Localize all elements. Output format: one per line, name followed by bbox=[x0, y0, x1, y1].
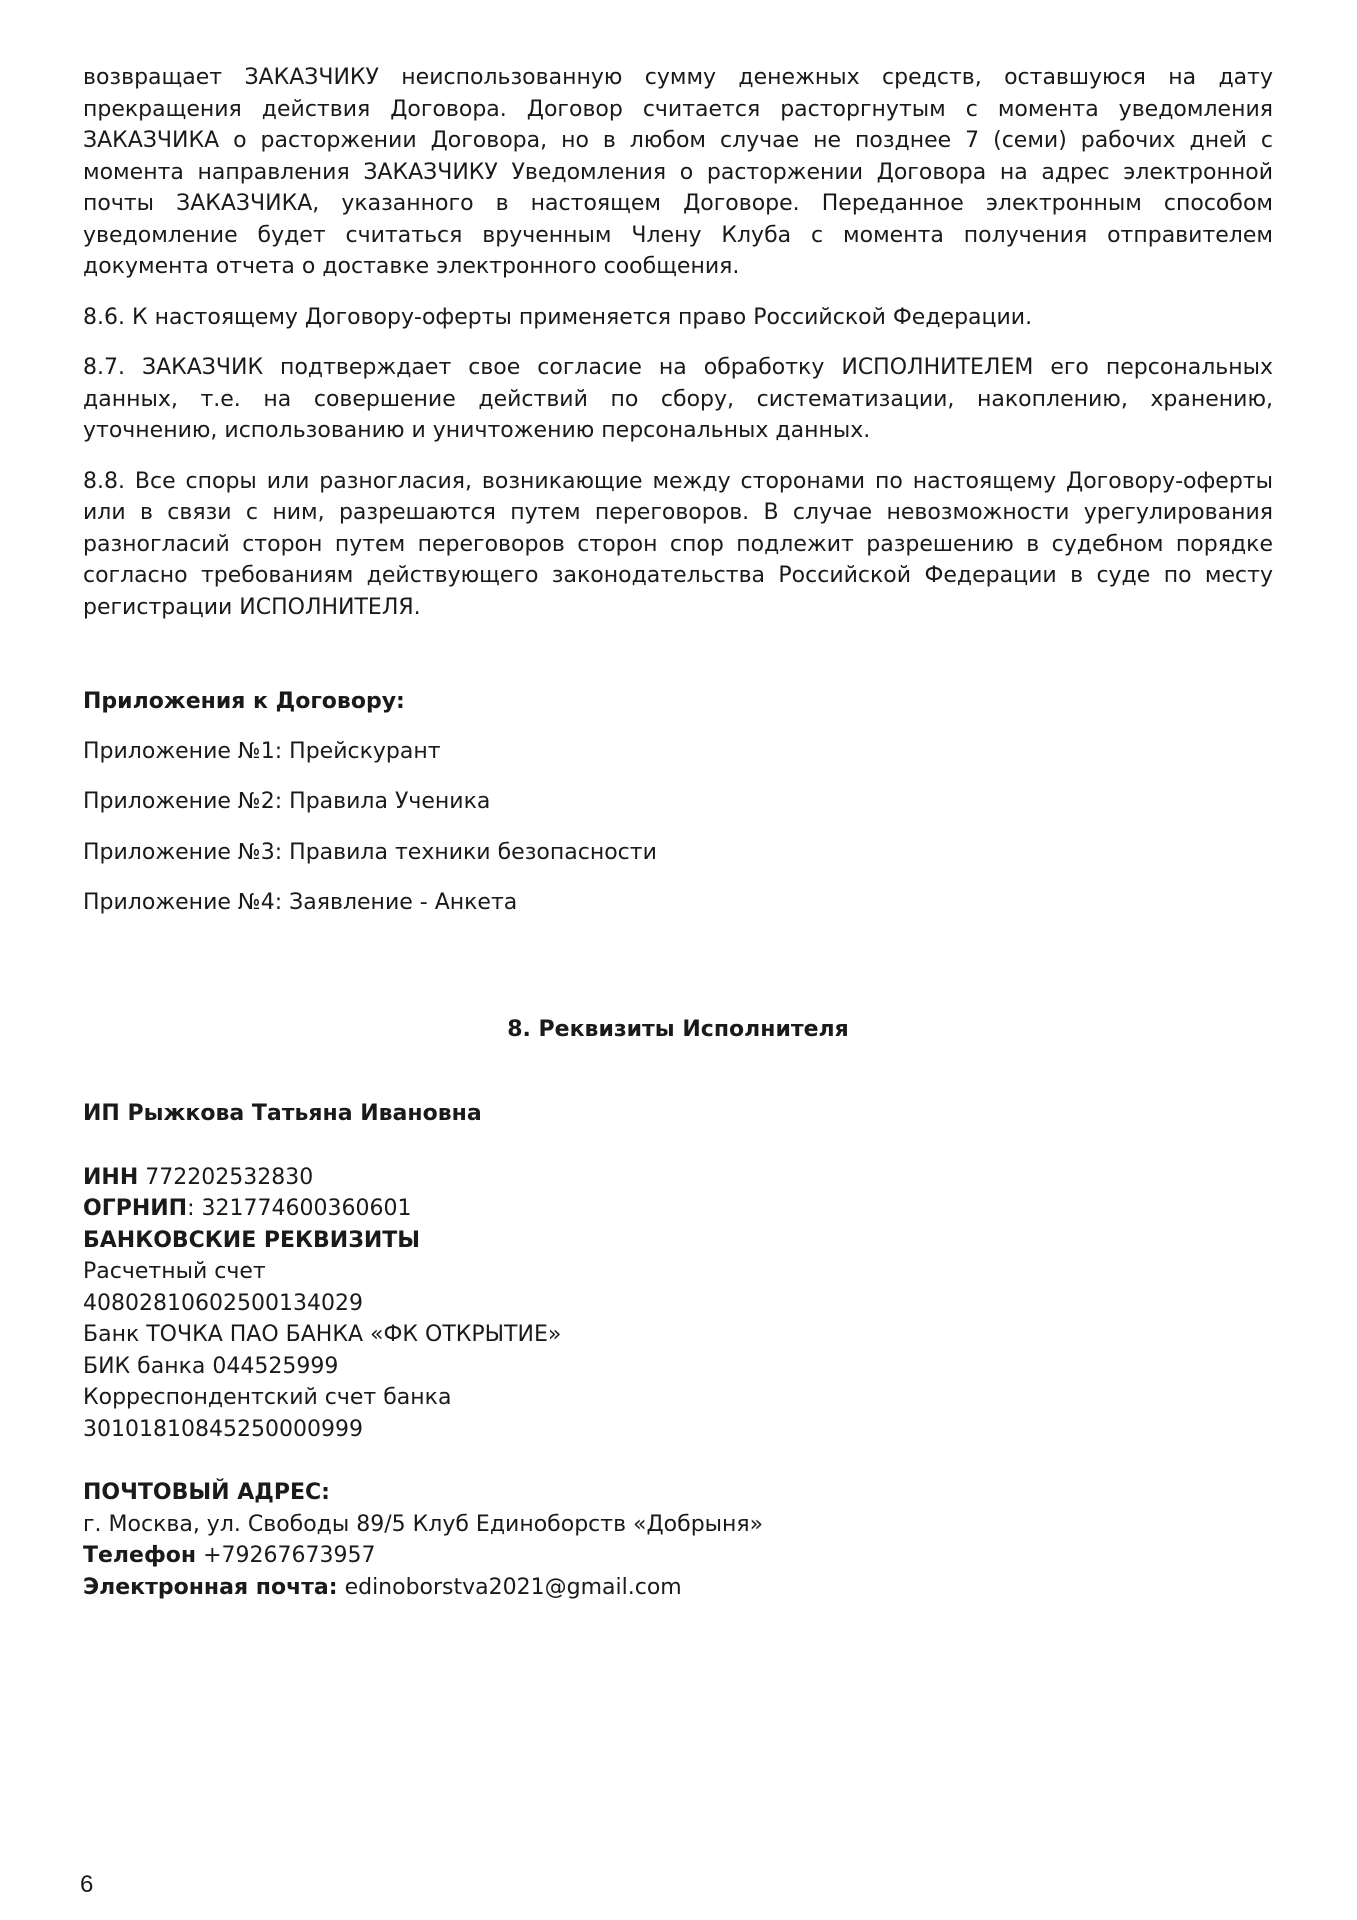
requisites-block bbox=[83, 1098, 1273, 1603]
ogrnip-value: : 321774600360601 bbox=[187, 1196, 412, 1221]
email-label: Электронная почта: bbox=[83, 1574, 338, 1600]
phone-label: Телефон bbox=[83, 1543, 197, 1568]
document-body bbox=[83, 62, 1273, 1603]
phone-value: +79267673957 bbox=[196, 1543, 376, 1568]
bik-line: БИК банка 044525999 bbox=[83, 1353, 339, 1379]
account-label: Расчетный счет bbox=[83, 1259, 266, 1284]
phone-line bbox=[83, 1540, 1273, 1572]
paragraph-8-7: 8.7. ЗАКАЗЧИК подтверждает свое согласие на обработку ИСПОЛНИТЕЛЕМ его персональных данных, т.е. на совершение действий по сбору, систематизации, накоплению, хранению, уточнению, использованию и уничтожению персональных данных. bbox=[83, 355, 1273, 443]
appendix-item-1: Приложение №1: Прейскурант bbox=[83, 738, 441, 764]
inn-line bbox=[83, 1162, 1273, 1194]
email-line bbox=[83, 1572, 1273, 1604]
postal-block bbox=[83, 1477, 1273, 1603]
requisites-heading: 8. Реквизиты Исполнителя bbox=[507, 1016, 849, 1042]
email-value: edinoborstva2021@gmail.com bbox=[337, 1574, 682, 1600]
postal-address: г. Москва, ул. Свободы 89/5 Клуб Единоборств «Добрыня» bbox=[83, 1511, 764, 1537]
ogrnip-label: ОГРНИП bbox=[83, 1196, 188, 1221]
inn-value: 772202532830 bbox=[138, 1164, 314, 1190]
appendix-item-2: Приложение №2: Правила Ученика bbox=[83, 789, 491, 814]
ogrnip-line bbox=[83, 1193, 1273, 1225]
corr-account-label: Корреспондентский счет банка bbox=[83, 1385, 452, 1410]
paragraph-continuation: возвращает ЗАКАЗЧИКУ неиспользованную сумму денежных средств, оставшуюся на дату прекращения действия Договора. Договор считается расторгнутым с момента уведомления ЗАКАЗЧИКА о расторжении Договора, но в любом случае не позднее 7 (семи) рабочих дней с момента направления ЗАКАЗЧИКУ Уведомления о расторжении Договора на адрес электронной почты ЗАКАЗЧИКА, указанного в настоящем Договоре. Переданное электронным способом уведомление будет считаться врученным Члену Клуба с момента получения отправителем документа отчета о доставке электронного сообщения. bbox=[83, 65, 1273, 279]
account-value: 40802810602500134029 bbox=[83, 1290, 363, 1316]
appendix-item-3: Приложение №3: Правила техники безопасности bbox=[83, 839, 657, 865]
postal-label: ПОЧТОВЫЙ АДРЕС: bbox=[83, 1480, 330, 1505]
inn-label: ИНН bbox=[83, 1164, 139, 1190]
bank-requisites-title: БАНКОВСКИЕ РЕКВИЗИТЫ bbox=[83, 1227, 421, 1253]
paragraph-8-8: 8.8. Все споры или разногласия, возникающие между сторонами по настоящему Договору-оферты или в связи с ним, разрешаются путем переговоров. В случае невозможности урегулирования разногласий сторон путем переговоров сторон спор подлежит разрешению в судебном порядке согласно требованиям действующего законодательства Российской Федерации в суде по месту регистрации ИСПОЛНИТЕЛЯ. bbox=[83, 468, 1273, 620]
corr-account-value: 30101810845250000999 bbox=[83, 1416, 363, 1442]
paragraph-8-6: 8.6. К настоящему Договору-оферты применяется право Российской Федерации. bbox=[83, 304, 1033, 330]
appendix-item-4: Приложение №4: Заявление - Анкета bbox=[83, 890, 518, 915]
bank-name: Банк ТОЧКА ПАО БАНКА «ФК ОТКРЫТИЕ» bbox=[83, 1322, 562, 1347]
appendices-title: Приложения к Договору: bbox=[83, 689, 405, 714]
page-number: 6 bbox=[80, 1871, 94, 1898]
executor-name: ИП Рыжкова Татьяна Ивановна bbox=[83, 1101, 482, 1126]
